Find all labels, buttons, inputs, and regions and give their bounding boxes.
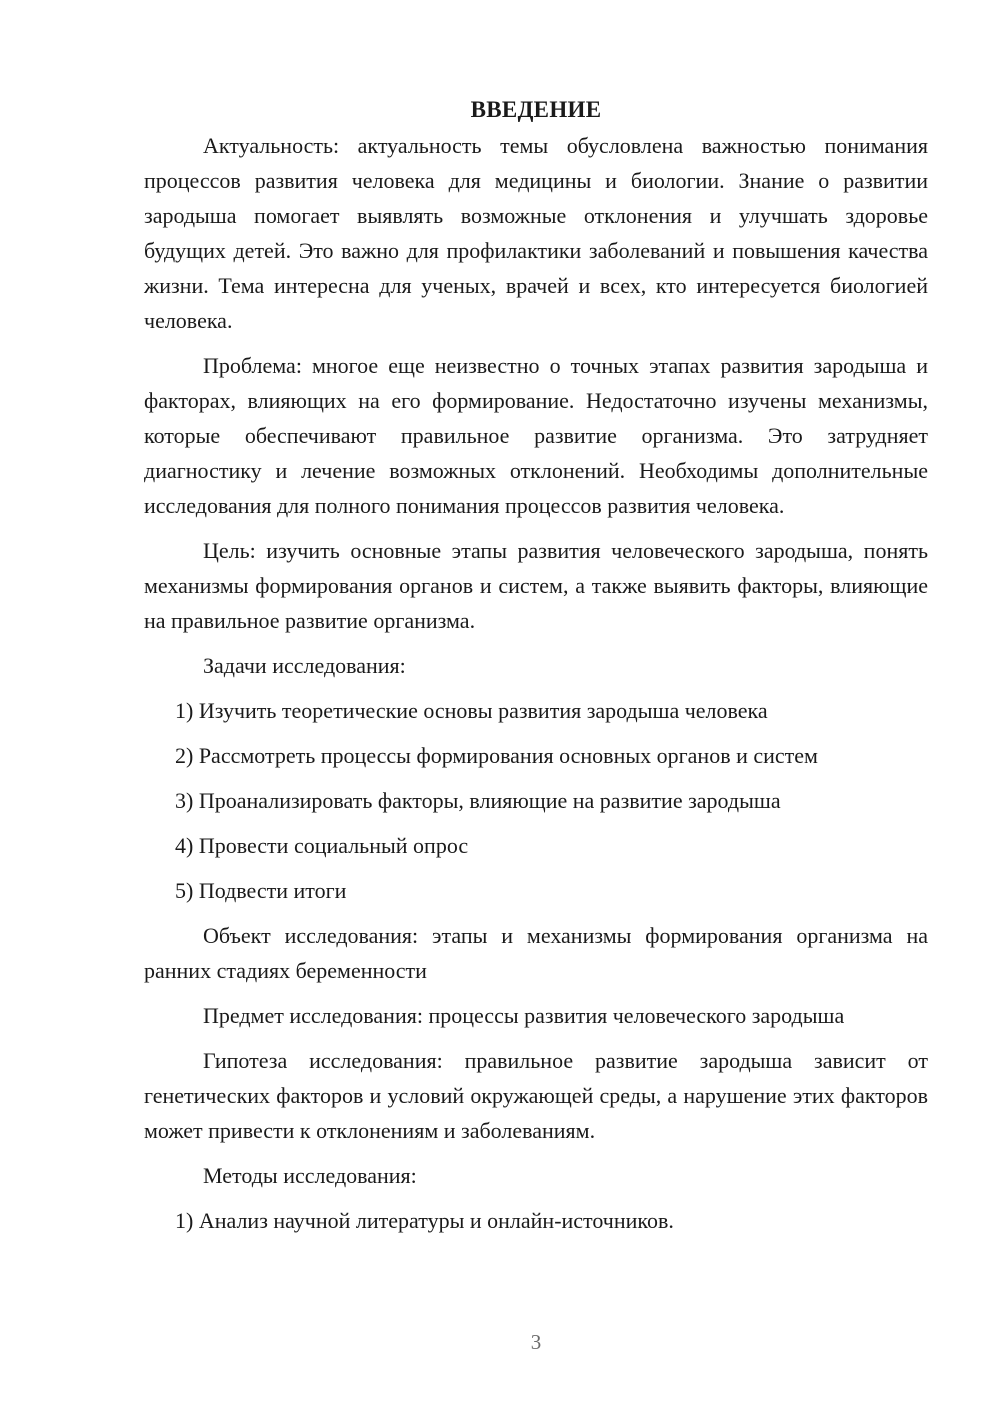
relevance-paragraph: Актуальность: актуальность темы обусловлена важностью понимания процессов развития человека для медицины и биологии. Знание о развитии зародыша помогает выявлять возможные отклонения и улучшать здоровье будущих детей. Это важно для профилактики заболеваний и повышения качества жизни. Тема интересна для ученых, врачей и всех, кто интересуется биологией человека. (144, 133, 928, 333)
hypothesis-paragraph: Гипотеза исследования: правильное развитие зародыша зависит от генетических факторов и условий окружающей среды, а нарушение этих факторов может привести к отклонениям и заболеваниям. (144, 1048, 928, 1143)
list-item: 5) Подвести итоги (175, 878, 347, 903)
methods-list (144, 1203, 928, 1238)
tasks-heading: Задачи исследования: (203, 653, 406, 678)
list-item: 1) Изучить теоретические основы развития зародыша человека (175, 698, 768, 723)
list-item: 2) Рассмотреть процессы формирования основных органов и систем (175, 743, 818, 768)
page-number: 3 (530, 1330, 542, 1354)
document-page (144, 92, 928, 1248)
methods-heading: Методы исследования: (203, 1163, 417, 1188)
subject-paragraph: Предмет исследования: процессы развития человеческого зародыша (203, 1003, 845, 1028)
goal-paragraph: Цель: изучить основные этапы развития человеческого зародыша, понять механизмы формирования органов и систем, а также выявить факторы, влияющие на правильное развитие организма. (144, 538, 928, 633)
page-title: ВВЕДЕНИЕ (470, 97, 602, 122)
list-item: 4) Провести социальный опрос (175, 833, 469, 858)
list-item: 1) Анализ научной литературы и онлайн-источников. (175, 1208, 674, 1233)
object-paragraph: Объект исследования: этапы и механизмы формирования организма на ранних стадиях беременности (144, 923, 928, 983)
problem-paragraph: Проблема: многое еще неизвестно о точных этапах развития зародыша и факторах, влияющих на его формирование. Недостаточно изучены механизмы, которые обеспечивают правильное развитие организма. Это затрудняет диагностику и лечение возможных отклонений. Необходимы дополнительные исследования для полного понимания процессов развития человека. (144, 353, 928, 518)
tasks-list (144, 693, 928, 908)
list-item: 3) Проанализировать факторы, влияющие на развитие зародыша (175, 788, 781, 813)
